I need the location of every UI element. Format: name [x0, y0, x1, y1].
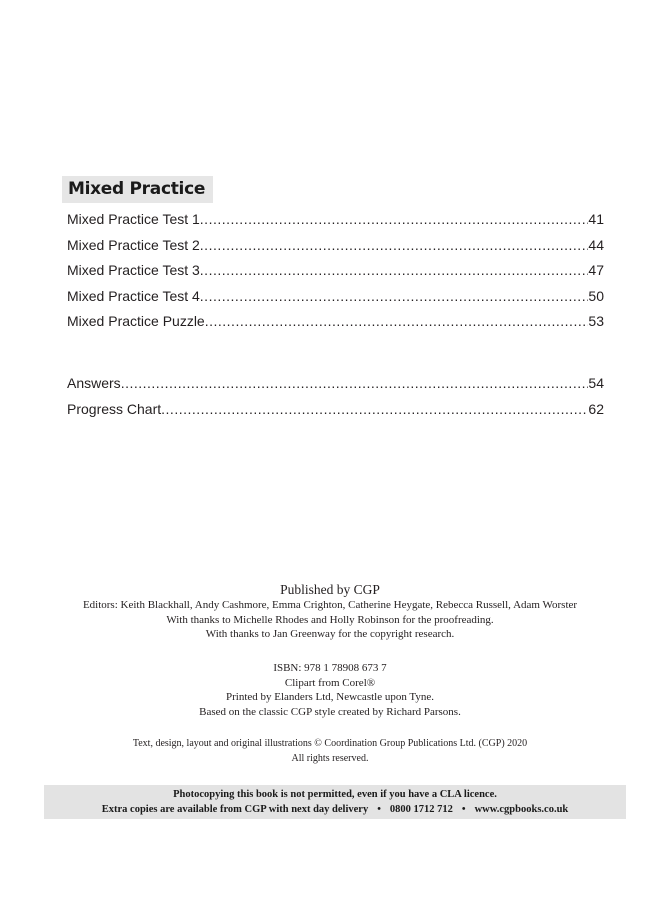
- toc-dot-leader: [200, 233, 589, 259]
- toc-entry-page: 41: [588, 211, 604, 227]
- editors-line: Editors: Keith Blackhall, Andy Cashmore, Emma Crighton, Catherine Heygate, Rebecca Russell, Adam Worster: [82, 599, 578, 611]
- toc-entry-title: Mixed Practice Test 1: [67, 211, 200, 227]
- rights-line: All rights reserved.: [291, 752, 369, 764]
- copyright-info: [0, 737, 660, 766]
- toc-entry[interactable]: [67, 371, 604, 397]
- toc-entry-page: 44: [588, 236, 604, 253]
- toc-dot-leader: [200, 258, 589, 284]
- isbn: ISBN: 978 1 78908 673 7: [273, 662, 387, 674]
- toc-entry[interactable]: [67, 207, 604, 233]
- toc-entry-title: Answers: [67, 375, 121, 391]
- toc-entry-title: Mixed Practice Test 4: [67, 287, 200, 304]
- toc-dot-leader: [161, 397, 588, 423]
- toc-entry-page: 50: [588, 287, 604, 304]
- print-info: [0, 661, 660, 719]
- clipart-credit: Clipart from Corel®: [284, 676, 376, 689]
- section-heading: Mixed Practice: [62, 176, 213, 203]
- extra-copies-text: Extra copies are available from CGP with next day delivery: [101, 803, 369, 815]
- bullet-separator: •: [461, 803, 466, 815]
- toc-entry[interactable]: [67, 233, 604, 259]
- website-link[interactable]: www.cgpbooks.co.uk: [474, 803, 569, 815]
- toc-entry[interactable]: [67, 258, 604, 284]
- toc-entry-title: Mixed Practice Test 3: [67, 262, 200, 278]
- toc-mixed-practice-list: [67, 207, 604, 335]
- toc-dot-leader: [200, 207, 589, 233]
- toc-entry-page: 62: [588, 400, 604, 417]
- toc-entry-page: 53: [588, 313, 604, 329]
- printed-by: Printed by Elanders Ltd, Newcastle upon Tyne.: [226, 691, 434, 703]
- toc-entry-title: Progress Chart: [67, 400, 162, 417]
- toc-entry-title: Mixed Practice Puzzle: [67, 313, 205, 329]
- bullet-separator: •: [377, 803, 381, 815]
- toc-appendix-list: [67, 371, 604, 422]
- published-by: Published by CGP: [280, 582, 380, 597]
- publisher-credits: [0, 581, 660, 642]
- toc-entry-page: 54: [588, 375, 604, 391]
- copyright-line: Text, design, layout and original illustrations © Coordination Group Publications Ltd. (CGP) 2020: [132, 738, 528, 749]
- thanks-proofreading: With thanks to Michelle Rhodes and Holly Robinson for the proofreading.: [166, 613, 494, 626]
- toc-entry[interactable]: [67, 309, 604, 335]
- toc-dot-leader: [121, 371, 589, 397]
- footer-notice-bar: [44, 785, 626, 819]
- toc-entry[interactable]: [67, 284, 604, 310]
- toc-dot-leader: [200, 284, 589, 310]
- extra-copies-line: [44, 803, 626, 818]
- toc-dot-leader: [205, 309, 589, 335]
- toc-entry-title: Mixed Practice Test 2: [67, 236, 200, 253]
- based-on: Based on the classic CGP style created by Richard Parsons.: [199, 705, 461, 718]
- thanks-copyright: With thanks to Jan Greenway for the copyright research.: [205, 628, 455, 640]
- photocopy-notice: Photocopying this book is not permitted, even if you have a CLA licence.: [173, 789, 497, 800]
- phone-number: 0800 1712 712: [389, 803, 453, 815]
- toc-entry-page: 47: [588, 262, 604, 278]
- toc-entry[interactable]: [67, 397, 604, 423]
